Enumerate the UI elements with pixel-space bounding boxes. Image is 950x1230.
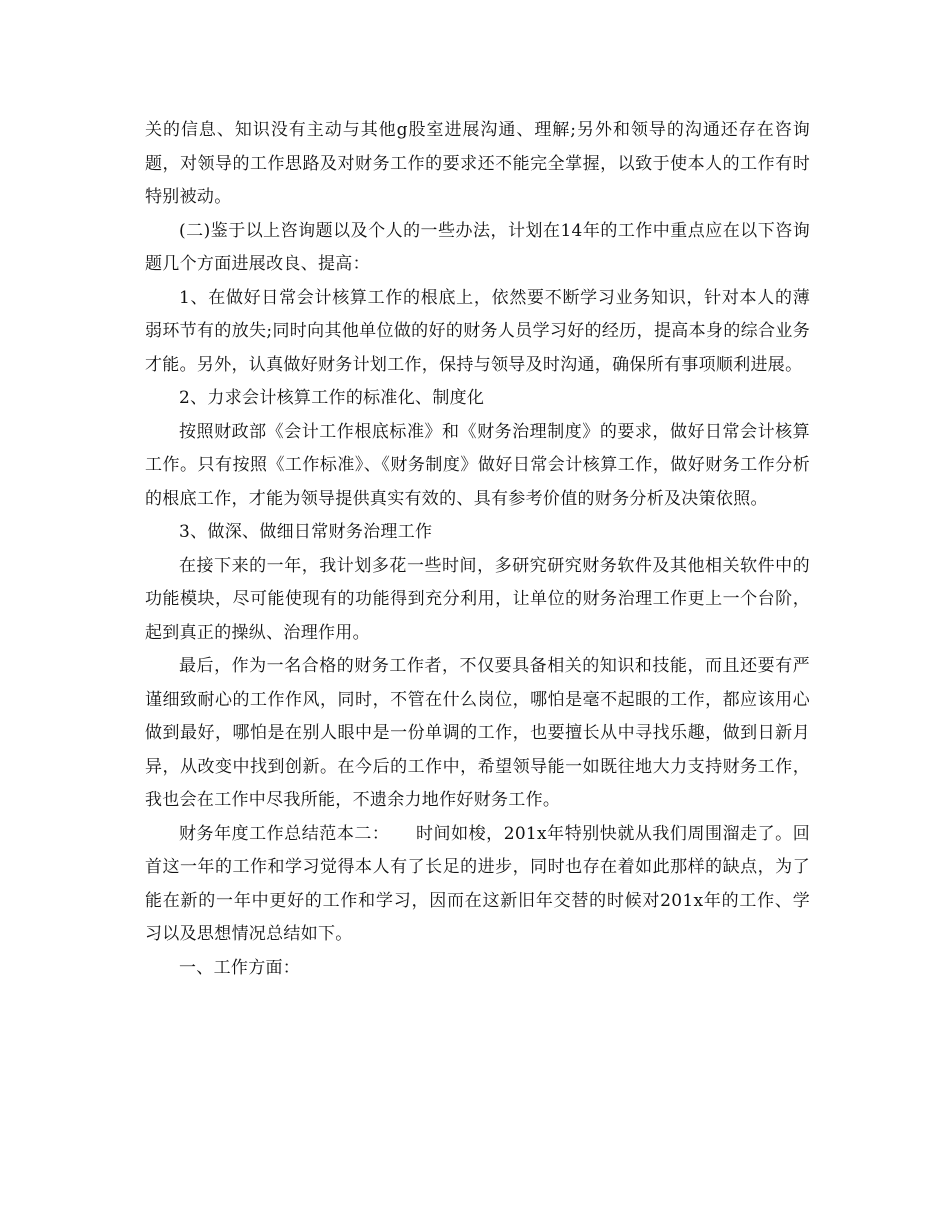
paragraph-7: 在接下来的一年，我计划多花一些时间，多研究研究财务软件及其他相关软件中的功能模块，尽可能使现有的功能得到充分利用，让单位的财务治理工作更上一个台阶，起到真正的操纵、治理作用。 [145, 555, 810, 643]
paragraph-6: 3、做深、做细日常财务治理工作 [179, 522, 433, 542]
paragraph-2: (二)鉴于以上咨询题以及个人的一些办法，计划在14年的工作中重点应在以下咨询题几个方面进展改良、提高： [145, 220, 810, 274]
paragraph-4: 2、力求会计核算工作的标准化、制度化 [179, 388, 485, 408]
paragraph-1: 关的信息、知识没有主动与其他g股室进展沟通、理解;另外和领导的沟通还存在咨询题，对领导的工作思路及对财务工作的要求还不能完全掌握，以致于使本人的工作有时特别被动。 [145, 120, 810, 207]
paragraph-5: 按照财政部《会计工作根底标准》和《财务治理制度》的要求，做好日常会计核算工作。只有按照《工作标准》、《财务制度》做好日常会计核算工作，做好财务工作分析的根底工作，才能为领导提供真实有效的、具有参考价值的财务分析及决策依照。 [145, 421, 810, 509]
paragraph-10: 一、工作方面： [179, 957, 301, 978]
paragraph-3: 1、在做好日常会计核算工作的根底上，依然要不断学习业务知识，针对本人的薄弱环节有的放失;同时向其他单位做的好的财务人员学习好的经历，提高本身的综合业务才能。另外，认真做好财务计划工作，保持与领导及时沟通，确保所有事项顺利进展。 [145, 287, 810, 375]
paragraph-8: 最后，作为一名合格的财务工作者，不仅要具备相关的知识和技能，而且还要有严谨细致耐心的工作作风，同时，不管在什么岗位，哪怕是毫不起眼的工作，都应该用心做到最好，哪怕是在别人眼中是一份单调的工作，也要擅长从中寻找乐趣，做到日新月异，从改变中找到创新。在今后的工作中，希望领导能一如既往地大力支持财务工作，我也会在工作中尽我所能，不遗余力地作好财务工作。 [145, 656, 810, 810]
document-body [145, 114, 810, 985]
paragraph-9: 财务年度工作总结范本二： 时间如梭，201x年特别快就从我们周围溜走了。回首这一年的工作和学习觉得本人有了长足的进步，同时也存在着如此那样的缺点，为了能在新的一年中更好的工作和学习，因而在这新旧年交替的时候对201x年的工作、学习以及思想情况总结如下。 [145, 823, 810, 944]
